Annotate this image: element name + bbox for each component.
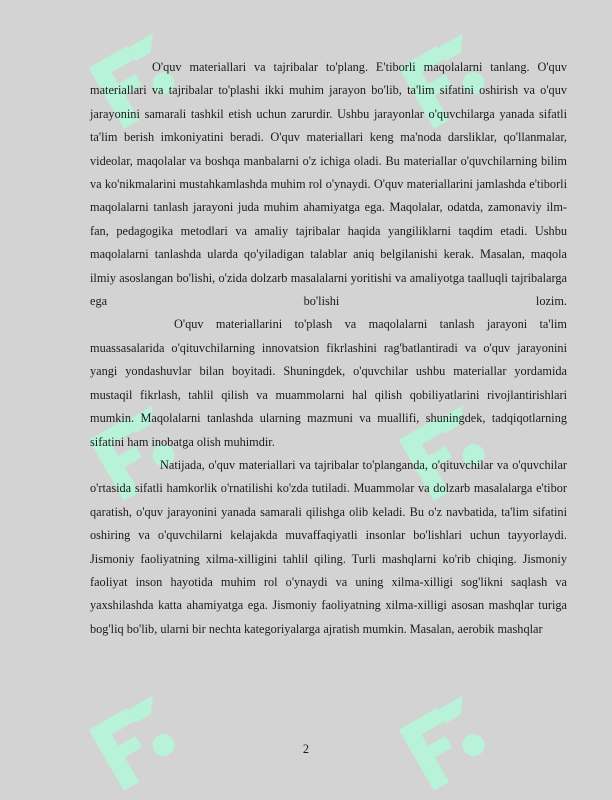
paragraph: O'quv materiallari va tajribalar to'plang. E'tiborli maqolalarni tanlang. O'quv materiallari va tajribalar to'plashi ikki muhim jarayon bo'lib, ta'lim sifatini oshirish va o'quv jarayonini samarali tashkil etish uchun zarurdir. Ushbu jarayonlar o'quvchilarga yanada sifatli ta'lim berish imkoniyatini beradi. O'quv materiallari keng ma'noda darsliklar, qo'llanmalar, videolar, maqolalar va boshqa manbalarni o'z ichiga oladi. Bu materiallar o'quvchilarning bilim va ko'nikmalarini mustahkamlashda muhim rol o'ynaydi. O'quv materiallarini jamlashda e'tiborli maqolalarni tanlash jarayoni juda muhim ahamiyatga ega. Maqolalar, odatda, zamonaviy ilm-fan, pedagogika metodlari va amaliy tajribalar haqida yangiliklarni taqdim etadi. Ushbu maqolalarni tanlashda ularda qo'yiladigan talablar aniq belgilanishi kerak. Masalan, maqola ilmiy asoslangan bo'lishi, o'zida dolzarb masalalarni yoritishi va amaliyotga taalluqli tajribalarga ega bo'lishi lozim. <box>90 60 567 309</box>
body-text <box>90 56 567 641</box>
paragraph: Natijada, o'quv materiallari va tajribalar to'planganda, o'qituvchilar va o'quvchilar o'rtasida sifatli hamkorlik o'rnatilishi ko'zda tutiladi. Muammolar va dolzarb masalalarga e'tibor qaratish, o'quv jarayonini yanada samarali qilishga olib keladi. Bu o'z navbatida, ta'lim sifatini oshiring va o'quvchilarni kelajakda muvaffaqiyatli insonlar bo'lishlari uchun tayyorlaydi. Jismoniy faoliyatning xilma-xilligini tahlil qiling. Turli mashqlarni ko'rib chiqing. Jismoniy faoliyat inson hayotida muhim rol o'ynaydi va uning xilma-xilligi sog'likni saqlash va yaxshilashda katta ahamiyatga ega. Jismoniy faoliyatning xilma-xilligi asosan mashqlar turiga bog'liq bo'lib, ularni bir nechta kategoriyalarga ajratish mumkin. Masalan, aerobik mashqlar <box>90 457 567 636</box>
page-number: 2 <box>302 742 310 756</box>
paragraph: O'quv materiallarini to'plash va maqolalarni tanlash jarayoni ta'lim muassasalarida o'qituvchilarning innovatsion fikrlashini rag'batlantiradi va o'quv jarayonini yangi yondashuvlar bilan boyitadi. Shuningdek, o'quvchilar ushbu materiallar yordamida mustaqil fikrlash, tahlil qilish va muammolarni hal qilish qobiliyatlarini rivojlantirishlari mumkin. Maqolalarni tanlashda ularning mazmuni va muallifi, shuningdek, tadqiqotlarning sifatini ham inobatga olish muhimdir. <box>90 317 567 449</box>
